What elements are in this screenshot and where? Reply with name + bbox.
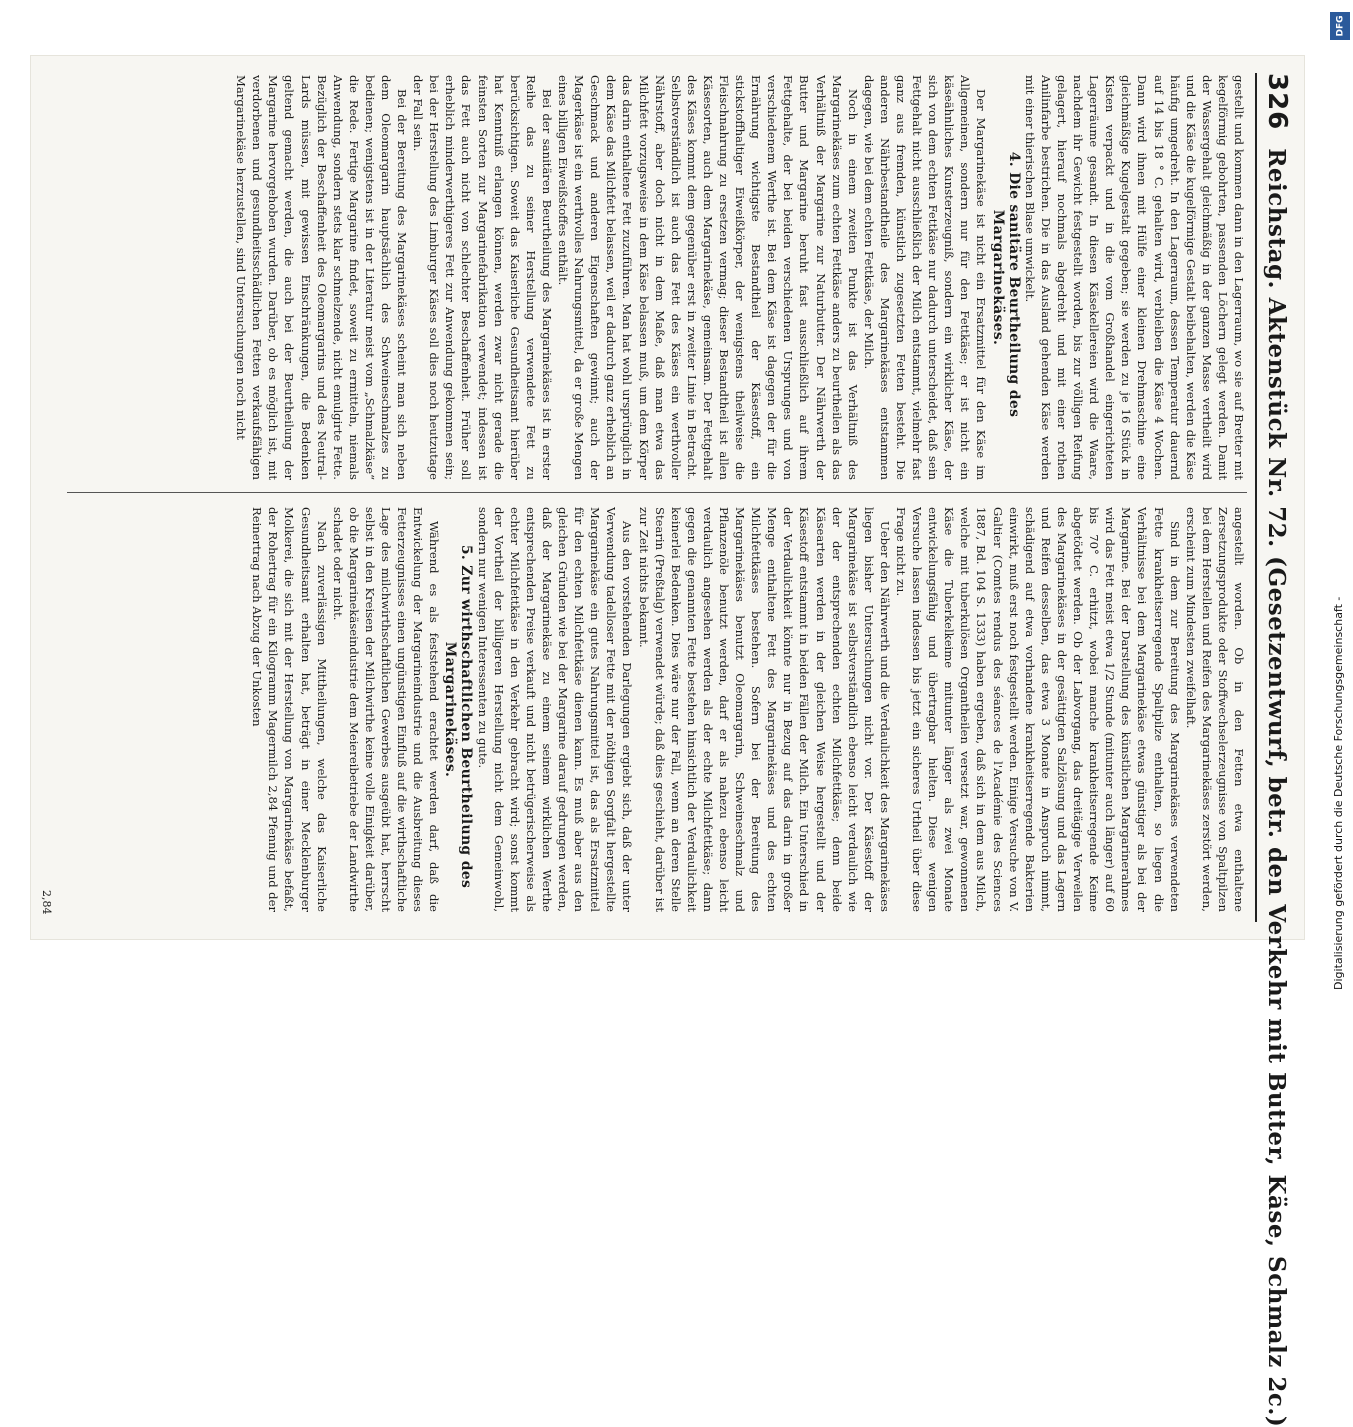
paragraph: Noch in einem zweiten Punkte ist das Verhältniß des Margarinekäses zum echten Fettkäse anders zu beurtheilen als das Verhältniß der Margarine zur Naturbutter. Der Nährwerth der Butter und Margarine beruht fast ausschließlich auf ihrem Fettgehalte, der bei beiden verschiedenen Ursprunges und von verschiedenem Werthe ist. Bei dem Käse ist dagegen der für die Ernährung wichtigste Bestandtheil der Käsestoff, ein stickstoffhaltiger Eiweißkörper, der wenigstens theilweise die Fleischnahrung zu ersetzen vermag; dieser Bestandtheil ist allen Käsesorten, auch dem Margarinekäse, gemeinsam. Der Fettgehalt des Käses kommt dem gegenüber erst in zweiter Linie in Betracht. Selbstverständlich ist auch das Fett des Käses ein werthvoller Nährstoff, aber doch nicht in dem Maße, daß man etwa das Milchfett vorzugsweise in dem Käse belassen muß, um dem Körper das darin enthaltene Fett zuzuführen. Man hat wohl ursprünglich in dem Käse das Milchfett belassen, weil er dadurch ganz erheblich an Geschmack und anderen Eigenschaften gewinnt; auch der Magerkäse ist ein werthvolles Nahrungsmittel, da er große Mengen eines billigen Eiweißstoffes enthält.: [556, 75, 860, 480]
paragraph: Bei der sanitären Beurtheilung des Margarinekäses ist in erster Reihe das zu seiner Herstellung verwendete Fett zu berücksichtigen. Soweit das Kaiserliche Gesundheitsamt hierüber hat Kenntniß erlangen können, werden zwar nicht gerade die feinsten Sorten zur Margarinefabrikation verwendet; indessen ist das Fett auch nicht von schlechter Beschaffenheit. Früher soll erheblich minderwerthigeres Fett zur Anwendung gekommen sein; bei der Herstellung des Limburger Käses soll dies noch heutzutage der Fall sein.: [411, 75, 554, 480]
page-header: [1255, 73, 1297, 1427]
column-divider: [67, 492, 1247, 493]
section-heading: 5. Zur wirthschaftlichen Beurtheilung des Margarinekäses.: [442, 544, 475, 889]
rotated-page-content: [30, 55, 1305, 1427]
left-column: [57, 75, 1247, 480]
paragraph: gestellt und kommen dann in den Lagerraum, wo sie auf Bretter mit kegelförmig gebohrten, passenden Löchern gelegt werden. Damit der Wassergehalt gleichmäßig in der ganzen Masse vertheilt wird und die Käse die kugelförmige Gestalt beibehalten, werden die Käse häufig umgedreht. In den Lagerraum, dessen Temperatur dauernd auf 14 bis 18 ° C. gehalten wird, verbleiben die Käse 4 Wochen. Dann wird ihnen mit Hülfe einer kleinen Drehmaschine eine gleichmäßige Kugelgestalt gegeben; sie werden zu je 16 Stück in Kisten verpackt und in die vom Großhandel eingerichteten Lagerräume gesandt. In diesen Käsekellereien wird die Waare, nachdem ihr Gewicht festgestellt worden, bis zur völligen Reifung gelagert, hierauf nochmals abgedreht und mit einer rothen Anilinfarbe bestrichen. Die in das Ausland gehenden Käse werden mit einer thierischen Blase umwickelt.: [1022, 75, 1246, 480]
paragraph: angestellt worden. Ob in den Fetten etwa enthaltene Zersetzungsprodukte oder Stoffwechselerzeugnisse von Spaltpilzen bei dem Herstellen und Reifen des Margarinekäses zerstört werden, erscheint zum Mindesten zweifelhaft.: [1183, 507, 1246, 912]
dfg-logo: [1330, 12, 1350, 40]
digitization-credit: Digitalisierung gefördert durch die Deutsche Forschungsgemeinschaft -: [1332, 596, 1345, 990]
paragraph: Nach zuverlässigen Mittheilungen, welche das Kaiserliche Gesundheitsamt erhalten hat, beträgt in einer Mecklenburger Molkerei, die sich mit der Herstellung von Margarinekäse befaßt, der Rohertrag für ein Kilogramm Magermilch 2,84 Pfennig und der Reinertrag nach Abzug der Unkosten: [250, 507, 329, 912]
paragraph: Der Margarinekäse ist nicht ein Ersatzmittel für den Käse im Allgemeinen, sondern nur für den Fettkäse; er ist nicht ein käseähnliches Kunsterzeugniß, sondern ein wirklicher Käse, der sich von dem echten Fettkäse nur dadurch unterscheidet, daß sein Fettgehalt nicht ausschließlich der Milch entstammt, vielmehr fast ganz aus fremden, künstlich zugesetzten Fetten besteht. Die anderen Nährbestandtheile des Margarinekäses entstammen dagegen, wie bei dem echten Fettkäse, der Milch.: [861, 75, 989, 480]
dfg-logo-text: DFG: [1335, 15, 1346, 37]
page-number: 326: [1262, 73, 1292, 131]
paragraph: Während es als feststehend erachtet werden darf, daß die Entwickelung der Margarineindustrie und die Ausbreitung dieses Fetterzeugnisses einen ungünstigen Einfluß auf die wirthschaftliche Lage des milchwirthschaftlichen Gewerbes ausgeübt hat, herrscht selbst in den Kreisen der Milchwirthe keine volle Einigkeit darüber, ob die Margarinekäseindustrie dem Meiereibetriebe der Landwirthe schadet oder nicht.: [330, 507, 442, 912]
scanned-page: [30, 55, 1305, 1427]
signature-mark: 2,84: [40, 890, 53, 915]
paragraph: Bei der Bereitung des Margarinekäses scheint man sich neben dem Oleomargarin hauptsächlich des Schweineschmalzes zu bedienen; wenigstens ist in der Literatur meist vom „Schmalzkäse“ die Rede. Fertige Margarine findet, soweit zu ermitteln, niemals Anwendung, sondern stets klar schmelzende, nicht emulgirte Fette. Bezüglich der Beschaffenheit des Oleomargarins und des Neutral-Lards müssen, mit gewissen Einschränkungen, die Bedenken geltend gemacht werden, die auch bei der Beurtheilung der Margarine hervorgehoben wurden. Darüber, ob es möglich ist, mit verdorbenen und gesundheitsschädlichen Fetten verkaufsfähigen Margarinekäse herzustellen, sind Untersuchungen noch nicht: [234, 75, 410, 480]
right-column: [57, 507, 1247, 912]
paragraph: Sind in dem zur Bereitung des Margarinekäses verwendeten Fette krankheitserregende Spaltpilze enthalten, so liegen die Verhältnisse bei dem Margarinekäse etwas günstiger als bei der Margarine. Bei der Darstellung des künstlichen Margarinerahmes wird das Fett meist etwa 1/2 Stunde (mitunter auch länger) auf 60 bis 70° C. erhitzt, wobei manche krankheitserregende Keime abgetödtet werden. Ob der Labvorgang, das dreitägige Verweilen des Margarinekäses in der gesättigten Salzlösung und das Lagern und Reifen desselben, das etwa 3 Monate in Anspruch nimmt, schädigend auf etwa vorhandene krankheitserregende Bakterien einwirkt, muß erst noch festgestellt werden. Einige Versuche von V. Galtier (Comtes rendus des séances de l'Académie des Sciences 1887, Bd. 104 S. 1333) haben ergeben, daß sich in dem aus Milch, welche mit tuberkulösen Organtheilen versetzt war, gewonnenen Käse die Tuberkelkeime mitunter länger als zwei Monate entwickelungsfähig und übertragbar hielten. Diese wenigen Versuche lassen indessen bis jetzt ein sicheres Urtheil über diese Frage nicht zu.: [894, 507, 1182, 912]
side-credit: [1312, 0, 1352, 1000]
section-heading: 4. Die sanitäre Beurtheilung des Margarinekäses.: [989, 151, 1022, 418]
page-title: Reichstag. Aktenstück Nr. 72. (Gesetzentwurf, betr. den Verkehr mit Butter, Käse, Schmalz 2c.): [1263, 148, 1291, 1427]
paragraph: Aus den vorstehenden Darlegungen ergiebt sich, daß der unter Verwendung tadelloser Fette mit der nöthigen Sorgfalt hergestellte Margarinekäse ein gutes Nahrungsmittel ist, das als Ersatzmittel für den echten Milchfettkäse dienen kann. Es muß aber aus den gleichen Gründen wie bei der Margarine darauf gedrungen werden, daß der Margarinekäse zu einem seinem wirklichen Werthe entsprechenden Preise verkauft und nicht betrügerischerweise als echter Milchfettkäse in den Verkehr gebracht wird; sonst kommt der Vortheil der billigeren Herstellung nicht dem Gemeinwohl, sondern nur wenigen Interessenten zu gute.: [475, 507, 635, 912]
paragraph: Ueber den Nährwerth und die Verdaulichkeit des Margarinekäses liegen bisher Untersuchungen nicht vor. Der Käsestoff der Margarinekäse ist selbstverständlich ebenso leicht verdaulich wie der der entsprechenden echten Milchfettkäse; denn beide Käsearten werden in der gleichen Weise hergestellt und der Käsestoff entstammt in beiden Fällen der Milch. Ein Unterschied in der Verdaulichkeit könnte nur in Bezug auf das darin in großer Menge enthaltene Fett des Margarinekäses und des echten Milchfettkäses bestehen. Sofern bei der Bereitung des Margarinekäses benutzt Oleomargarin, Schweineschmalz und Pflanzenöle benutzt werden, darf er als nahezu ebenso leicht verdaulich angesehen werden als der echte Milchfettkäse; dann gegen die genannten Fette bestehen hinsichtlich der Verdaulichkeit keinerlei Bedenken. Dies wäre nur der Fall, wenn an deren Stelle Stearin (Preßtalg) verwendet würde; daß dies geschieht, darüber ist zur Zeit nichts bekannt.: [636, 507, 892, 912]
